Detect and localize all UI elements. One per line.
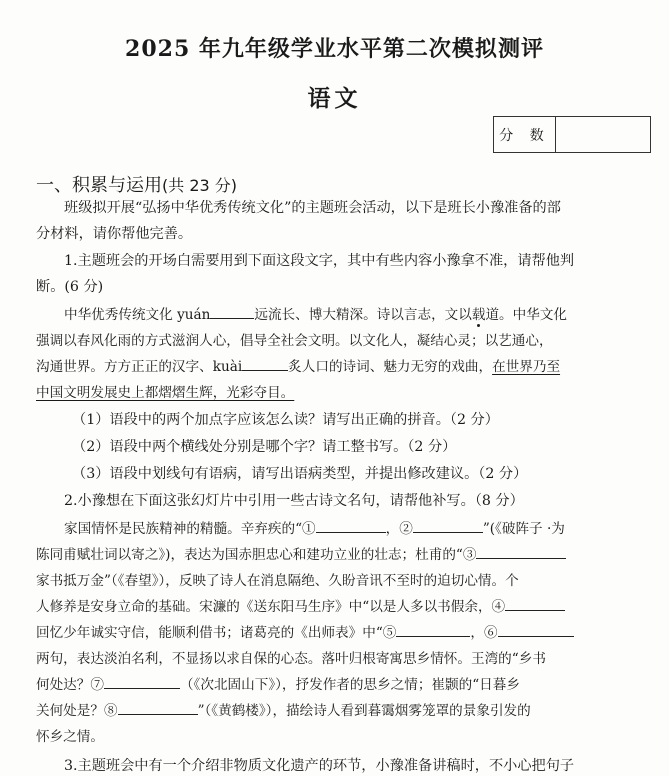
q2-line-9: 怀乡之情。 — [36, 729, 104, 745]
q2-line-1 — [36, 519, 656, 539]
intro-line-2: 分材料，请你帮他完善。 — [36, 226, 193, 242]
q2-text: 家国情怀是民族精神的精髓。辛弃疾的“① — [64, 521, 316, 537]
q2-text: 人修养是安身立命的基础。宋濂的《送东阳马生序》中“以是人多以书假余，④ — [36, 599, 506, 615]
q1-passage-line-1 — [36, 305, 656, 325]
blank-q2-1 — [316, 519, 386, 533]
passage-text: 中华优秀传统文化 yuán — [64, 307, 211, 323]
blank-q2-4 — [505, 597, 565, 611]
blank-1 — [210, 305, 254, 319]
score-value-cell — [556, 117, 650, 152]
section-heading — [36, 171, 237, 197]
q2-stem: 2.小豫想在下面这张幻灯片中引用一些古诗文名句，请帮他补写。（8 分） — [64, 493, 524, 509]
subject-title: 语文 — [307, 85, 362, 112]
blank-q2-5 — [396, 623, 470, 637]
intro-line-1: 班级拟开展“弘扬中华优秀传统文化”的主题班会活动，以下是班长小豫准备的部 — [64, 200, 561, 216]
blank-q2-3 — [476, 545, 566, 559]
blank-q2-7 — [104, 675, 180, 689]
q2-text: 关何处是？⑧ — [36, 703, 118, 719]
q2-text: ”（《黄鹤楼》），描绘诗人看到暮霭烟雾笼罩的景象引发的 — [197, 703, 531, 719]
q2-line-6: 两句，表达淡泊名利，不显扬以求自保的心态。落叶归根寄寓思乡情怀。王湾的“乡书 — [36, 651, 546, 667]
exam-title: 2025 年九年级学业水平第二次模拟测评 — [125, 36, 544, 62]
q3-stem: 3.主题班会中有一个介绍非物质文化遗产的环节，小豫准备讲稿时，不小心把句子 — [64, 758, 575, 774]
q2-line-3: 家书抵万金”（《春望》），反映了诗人在消息隔绝、久盼音讯不至时的迫切心情。个 — [36, 573, 519, 589]
q1-stem-line-1: 1.主题班会的开场白需要用到下面这段文字，其中有些内容小豫拿不准，请帮他判 — [64, 253, 575, 269]
q2-text: ，⑥ — [470, 625, 498, 641]
blank-q2-2 — [413, 519, 483, 533]
q1-sub-2: （2）语段中两个横线处分别是哪个字？请工整书写。（2 分） — [72, 439, 457, 455]
q2-line-4 — [36, 597, 656, 617]
q1-passage-line-4 — [36, 383, 656, 403]
q2-line-2 — [36, 545, 656, 565]
q1-passage-line-3 — [36, 357, 656, 377]
q2-line-8 — [36, 701, 656, 721]
q1-sub-1: （1）语段中的两个加点字应该怎么读？请写出正确的拼音。（2 分） — [72, 412, 499, 428]
passage-text: 远流长、博大精深。诗以言志，文以 — [254, 307, 472, 323]
q1-passage-line-2: 强调以春风化雨的方式滋润人心，倡导全社会文明。以文化人，凝结心灵；以艺通心， — [36, 333, 553, 349]
q2-text: 回忆少年诚实守信，能顺利借书；诸葛亮的《出师表》中“⑤ — [36, 625, 397, 641]
q2-text: 陈同甫赋壮词以寄之》)，表达为国赤胆忠心和建功立业的壮志；杜甫的“③ — [36, 547, 477, 563]
q2-text: （《次北固山下》），抒发作者的思乡之情；崔颢的“日暮乡 — [179, 677, 520, 693]
underlined-sentence: 中国文明发展史上都熠熠生辉，光彩夺目。 — [36, 385, 295, 401]
blank-q2-6 — [498, 623, 574, 637]
q2-line-5 — [36, 623, 656, 643]
score-label: 分 数 — [494, 117, 556, 152]
q2-text: ”(《破阵子 ·为 — [482, 521, 565, 537]
passage-text: 炙人口的诗词、魅力无穷的戏曲， — [288, 359, 493, 375]
underlined-sentence: 在世界乃至 — [492, 359, 561, 375]
q1-sub-3: （3）语段中划线句有语病，请写出语病类型，并提出修改建议。（2 分） — [72, 466, 528, 482]
q1-stem-line-2: 断。(6 分) — [36, 279, 104, 295]
passage-text: 沟通世界。方方正正的汉字、kuài — [36, 359, 243, 375]
score-box — [493, 116, 651, 153]
dotted-char: 载 — [471, 307, 486, 323]
q2-line-7 — [36, 675, 656, 695]
q2-text: 何处达？⑦ — [36, 677, 104, 693]
section-title: 一、积累与运用 — [36, 175, 162, 196]
section-points: (共 23 分) — [162, 176, 238, 195]
passage-text: 道。中华文化 — [485, 307, 568, 323]
blank-2 — [242, 357, 288, 371]
blank-q2-8 — [118, 701, 198, 715]
q2-text: ，② — [385, 521, 413, 537]
